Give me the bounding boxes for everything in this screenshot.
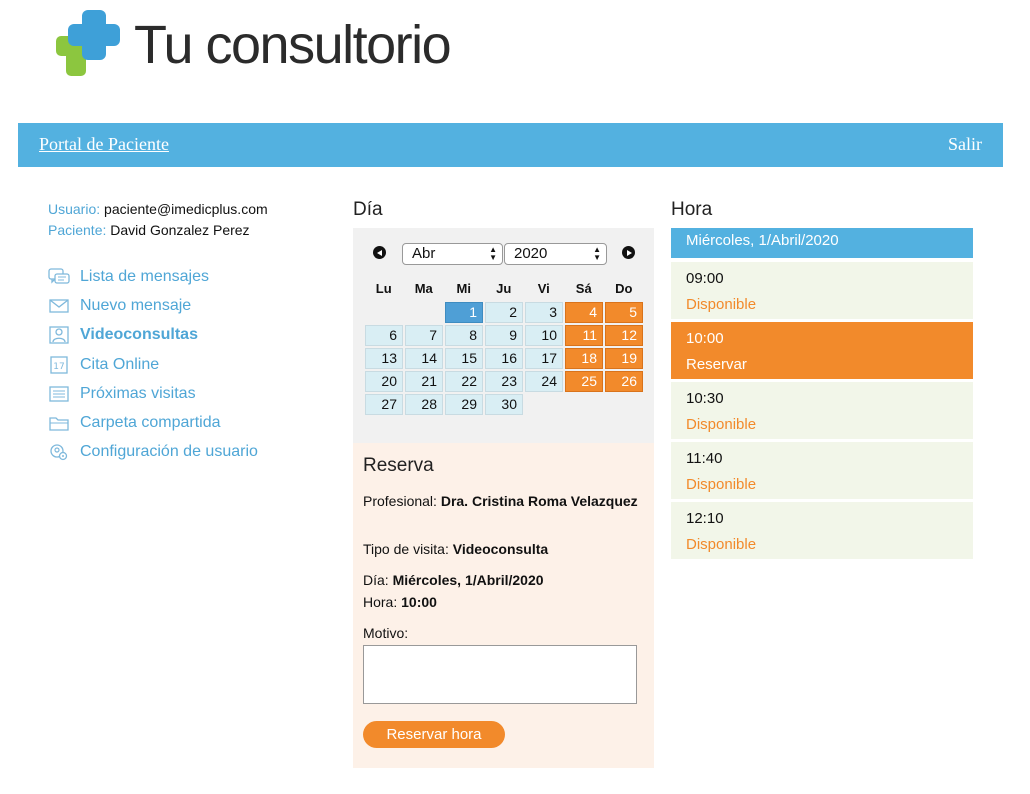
- weekday-header: Ju: [496, 281, 512, 296]
- sidebar-item-label: Nuevo mensaje: [80, 296, 192, 314]
- next-month-icon[interactable]: [622, 246, 635, 259]
- year-select-value: 2020: [514, 245, 548, 262]
- brand-name: Tu consultorio: [134, 15, 451, 75]
- calendar-day[interactable]: 28: [405, 394, 444, 415]
- svg-text:17: 17: [53, 361, 65, 372]
- calendar-day[interactable]: 13: [365, 348, 404, 369]
- calendar-day[interactable]: 16: [485, 348, 524, 369]
- sidebar-item-videoconsultas[interactable]: [48, 321, 258, 350]
- slot-time: 10:00: [686, 330, 724, 347]
- sidebar-menu: [48, 262, 258, 467]
- time-slot[interactable]: [671, 382, 973, 439]
- slot-status: Disponible: [686, 476, 757, 493]
- calendar-day[interactable]: 30: [485, 394, 524, 415]
- professional-name: Dra. Cristina Roma Velazquez: [440, 493, 638, 509]
- month-select[interactable]: [402, 243, 503, 265]
- slot-time: 10:30: [686, 390, 724, 407]
- calendar-day-selected[interactable]: 1: [445, 302, 484, 323]
- calendar-day[interactable]: 26: [605, 371, 644, 392]
- month-select-value: Abr: [412, 245, 436, 262]
- weekday-header: Do: [615, 281, 633, 296]
- calendar-day[interactable]: 9: [485, 325, 524, 346]
- date-row: [363, 573, 643, 587]
- calendar-day[interactable]: 15: [445, 348, 484, 369]
- time-slot[interactable]: [671, 262, 973, 319]
- calendar-17-icon: [48, 356, 70, 374]
- calendar-day[interactable]: 14: [405, 348, 444, 369]
- patient-name: David Gonzalez Perez: [110, 222, 250, 238]
- calendar-day[interactable]: 6: [365, 325, 404, 346]
- slot-time: 12:10: [686, 510, 724, 527]
- visit-type-value: Videoconsulta: [452, 541, 549, 557]
- weekday-header: Lu: [375, 281, 392, 296]
- calendar-day[interactable]: 4: [565, 302, 604, 323]
- time-slot[interactable]: [671, 502, 973, 559]
- calendar-day[interactable]: 25: [565, 371, 604, 392]
- slot-status: Disponible: [686, 536, 757, 553]
- professional-row: [363, 494, 643, 508]
- slot-status: Reservar: [686, 356, 747, 373]
- time-row: [363, 595, 643, 609]
- sidebar-item-label: Carpeta compartida: [80, 414, 221, 432]
- user-settings-icon: [48, 443, 70, 461]
- sidebar-item-label: Próximas visitas: [80, 384, 196, 402]
- calendar-empty-cell: [605, 394, 644, 415]
- patient-label: Paciente:: [48, 222, 107, 238]
- calendar-day[interactable]: 7: [405, 325, 444, 346]
- reason-textarea[interactable]: [363, 645, 637, 704]
- date-value: Miércoles, 1/Abril/2020: [392, 572, 544, 588]
- top-navigation-bar: [18, 123, 1003, 167]
- slot-time: 11:40: [686, 450, 723, 467]
- visit-type-row: [363, 542, 643, 556]
- sidebar-item-nuevo-mensaje[interactable]: [48, 291, 258, 320]
- user-row: [48, 199, 268, 220]
- calendar-day[interactable]: 20: [365, 371, 404, 392]
- time-label: Hora:: [363, 594, 398, 610]
- brand-logo: [54, 10, 450, 80]
- time-value: 10:00: [401, 594, 437, 610]
- calendar-day[interactable]: 19: [605, 348, 644, 369]
- hour-title: Hora: [671, 199, 713, 220]
- select-arrows-icon: ▲ ▼: [489, 245, 497, 262]
- user-info: [48, 199, 268, 241]
- medical-cross-logo-icon: [54, 10, 124, 80]
- visit-type-label: Tipo de visita:: [363, 541, 449, 557]
- reason-label: Motivo:: [363, 625, 409, 641]
- date-label: Día:: [363, 572, 389, 588]
- time-slot-selected[interactable]: [671, 322, 973, 379]
- folder-icon: [48, 414, 70, 432]
- calendar-day[interactable]: 18: [565, 348, 604, 369]
- portal-paciente-link[interactable]: Portal de Paciente: [39, 134, 169, 154]
- weekday-header: Mi: [456, 281, 471, 296]
- calendar-day[interactable]: 10: [525, 325, 564, 346]
- professional-label: Profesional:: [363, 493, 437, 509]
- patient-row: [48, 220, 268, 241]
- sidebar-item-label: Lista de mensajes: [80, 267, 209, 285]
- calendar-empty-cell: [565, 394, 604, 415]
- calendar-navigation: [353, 241, 654, 267]
- calendar-day[interactable]: 29: [445, 394, 484, 415]
- calendar-day[interactable]: 21: [405, 371, 444, 392]
- calendar-day[interactable]: 11: [565, 325, 604, 346]
- slot-time: 09:00: [686, 270, 724, 287]
- day-title: Día: [353, 199, 383, 220]
- reservation-title: Reserva: [363, 455, 434, 476]
- calendar-day[interactable]: 22: [445, 371, 484, 392]
- calendar-day[interactable]: 23: [485, 371, 524, 392]
- calendar-empty-cell: [405, 302, 444, 323]
- select-arrows-icon: ▲ ▼: [593, 245, 601, 262]
- calendar-grid: [364, 277, 645, 416]
- calendar-day[interactable]: 27: [365, 394, 404, 415]
- calendar-empty-cell: [365, 302, 404, 323]
- weekday-header: Ma: [414, 281, 433, 296]
- sidebar-item-cita-online[interactable]: [48, 350, 258, 379]
- reservation-panel: [353, 443, 654, 768]
- selected-date-header: Miércoles, 1/Abril/2020: [671, 228, 973, 258]
- user-label: Usuario:: [48, 201, 101, 217]
- calendar-day[interactable]: 2: [485, 302, 524, 323]
- doctor-icon: [48, 326, 70, 344]
- time-slot[interactable]: [671, 442, 973, 499]
- calendar-day[interactable]: 24: [525, 371, 564, 392]
- calendar-day[interactable]: 17: [525, 348, 564, 369]
- calendar-day[interactable]: 3: [525, 302, 564, 323]
- sidebar-item-carpeta-compartida[interactable]: [48, 408, 258, 437]
- sidebar-item-label: Videoconsultas: [80, 326, 198, 344]
- previous-month-icon[interactable]: [373, 246, 386, 259]
- sidebar-item-lista-de-mensajes[interactable]: [48, 262, 258, 291]
- sidebar-item-label: Cita Online: [80, 355, 160, 373]
- sidebar-item-proximas-visitas[interactable]: [48, 379, 258, 408]
- envelope-icon: [48, 297, 70, 315]
- slot-status: Disponible: [686, 296, 757, 313]
- calendar-day[interactable]: 12: [605, 325, 644, 346]
- calendar: [353, 228, 654, 443]
- messages-icon: [48, 268, 70, 286]
- agenda-icon: [48, 385, 70, 403]
- weekday-header: Vi: [537, 281, 550, 296]
- sidebar-item-configuracion-de-usuario[interactable]: [48, 438, 258, 467]
- sidebar-item-label: Configuración de usuario: [80, 443, 258, 461]
- year-select[interactable]: [504, 243, 607, 265]
- user-email: paciente@imedicplus.com: [104, 201, 268, 217]
- logout-link[interactable]: Salir: [948, 134, 982, 154]
- weekday-header: Sá: [575, 281, 592, 296]
- calendar-empty-cell: [525, 394, 564, 415]
- calendar-day[interactable]: 8: [445, 325, 484, 346]
- calendar-day[interactable]: 5: [605, 302, 644, 323]
- slot-status: Disponible: [686, 416, 757, 433]
- book-appointment-button[interactable]: Reservar hora: [363, 721, 505, 748]
